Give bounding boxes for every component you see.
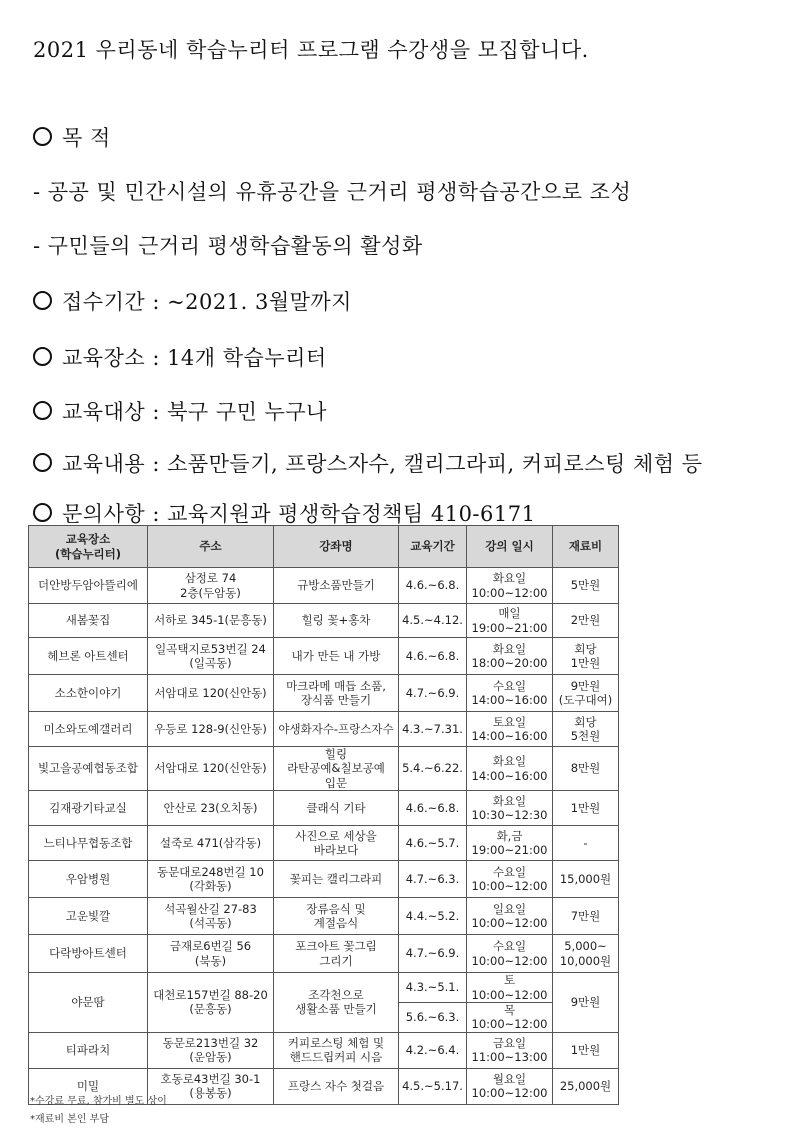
- footnote: *재료비 본인 부담: [30, 1114, 109, 1125]
- table-cell-period: 5.4.~6.22.: [399, 747, 467, 791]
- table-cell-course: 포크아트 꽃그림 그리기: [274, 935, 399, 973]
- table-cell-time: 수요일 14:00~16:00: [467, 675, 553, 712]
- table-cell-period: 4.2.~6.4.: [399, 1032, 467, 1068]
- table-cell-fee: 25,000원: [553, 1068, 619, 1104]
- table-row: [29, 935, 619, 973]
- table-cell-fee: 회당 5천원: [553, 712, 619, 747]
- table-body: [29, 568, 619, 1105]
- table-cell-period: 4.3.~7.31.: [399, 712, 467, 747]
- circle-bullet-icon: [33, 347, 52, 366]
- table-cell-course: 조각천으로 생활소품 만들기: [274, 973, 399, 1033]
- table-cell-time: 화요일 18:00~20:00: [467, 638, 553, 675]
- table-cell-fee: 1만원: [553, 791, 619, 826]
- table-row: [29, 675, 619, 712]
- circle-bullet-icon: [33, 453, 52, 472]
- table-cell-time: 매일 19:00~21:00: [467, 604, 553, 638]
- table-cell-place: 새봄꽃집: [29, 604, 148, 638]
- table-cell-period: 4.6.~6.8.: [399, 568, 467, 604]
- table-cell-address: 설죽로 471(삼각동): [148, 826, 274, 861]
- table-cell-address: 안산로 23(오치동): [148, 791, 274, 826]
- table-cell-address: 호동로43번길 30-1 (용봉동): [148, 1068, 274, 1104]
- table-cell-period: 4.6.~6.8.: [399, 791, 467, 826]
- table-cell-course: 장류음식 및 계절음식: [274, 898, 399, 935]
- info-line: [33, 286, 352, 316]
- column-header-fee: 재료비: [553, 526, 619, 568]
- table-cell-place: 더안방두암아뜰리에: [29, 568, 148, 604]
- table-cell-period: 4.3.~5.1.: [399, 973, 467, 1003]
- table-cell-fee: 8만원: [553, 747, 619, 791]
- purpose-heading: [33, 122, 111, 152]
- table-row: [29, 1032, 619, 1068]
- table-cell-address: 일곡택지로53번길 24 (일곡동): [148, 638, 274, 675]
- table-row: [29, 898, 619, 935]
- table-cell-period: 4.6.~6.8.: [399, 638, 467, 675]
- table-cell-course: 규방소품만들기: [274, 568, 399, 604]
- info-text: 교육대상 : 북구 구민 누구나: [62, 400, 327, 424]
- column-header-time: 강의 일시: [467, 526, 553, 568]
- table-cell-address: 삼정로 74 2층(두암동): [148, 568, 274, 604]
- table-cell-fee: 15,000원: [553, 861, 619, 898]
- table-cell-time: 월요일 10:00~12:00: [467, 1068, 553, 1104]
- table-cell-address: 서암대로 120(신안동): [148, 747, 274, 791]
- circle-bullet-icon: [33, 127, 52, 146]
- table-row: [29, 568, 619, 604]
- table-cell-address: 대천로157번길 88-20 (문흥동): [148, 973, 274, 1033]
- circle-bullet-icon: [33, 503, 52, 522]
- table-header-row: [29, 526, 619, 568]
- table-cell-time: 수요일 10:00~12:00: [467, 935, 553, 973]
- table-cell-period: 4.7.~6.9.: [399, 935, 467, 973]
- table-cell-time: 토 10:00~12:00: [467, 973, 553, 1003]
- info-line: [33, 448, 703, 478]
- info-text: 교육내용 : 소품만들기, 프랑스자수, 캘리그라피, 커피로스팅 체험 등: [62, 452, 703, 476]
- table-row: [29, 747, 619, 791]
- table-cell-time: 화요일 10:30~12:30: [467, 791, 553, 826]
- table-cell-course: 프랑스 자수 첫걸음: [274, 1068, 399, 1104]
- table-cell-place: 야문땀: [29, 973, 148, 1033]
- column-header-course: 강좌명: [274, 526, 399, 568]
- table-cell-address: 동문로213번길 32 (운암동): [148, 1032, 274, 1068]
- schedule-table-wrapper: [28, 525, 618, 1101]
- table-cell-fee: 1만원: [553, 1032, 619, 1068]
- table-cell-course: 힐링 라탄공예&칠보공예 입문: [274, 747, 399, 791]
- table-cell-course: 사진으로 세상을 바라보다: [274, 826, 399, 861]
- table-cell-fee: -: [553, 826, 619, 861]
- table-row: [29, 712, 619, 747]
- table-cell-course: 힐링 꽃+홍차: [274, 604, 399, 638]
- table-cell-place: 빛고을공예협동조합: [29, 747, 148, 791]
- table-row: [29, 973, 619, 1003]
- table-cell-period: 4.6.~5.7.: [399, 826, 467, 861]
- table-cell-period: 4.5.~5.17.: [399, 1068, 467, 1104]
- schedule-table: [28, 525, 619, 1105]
- table-cell-place: 미밀: [29, 1068, 148, 1104]
- table-cell-period: 4.7.~6.9.: [399, 675, 467, 712]
- table-cell-course: 꽃피는 캘리그라피: [274, 861, 399, 898]
- table-cell-time: 금요일 11:00~13:00: [467, 1032, 553, 1068]
- circle-bullet-icon: [33, 401, 52, 420]
- table-cell-period: 4.7.~6.3.: [399, 861, 467, 898]
- table-cell-address: 석곡월산길 27-83 (석곡동): [148, 898, 274, 935]
- table-cell-course: 클래식 기타: [274, 791, 399, 826]
- info-text: 접수기간 : ~2021. 3월말까지: [62, 290, 352, 314]
- purpose-label: 목 적: [62, 126, 111, 150]
- info-text: 교육장소 : 14개 학습누리터: [62, 346, 327, 370]
- table-cell-place: 헤브론 아트센터: [29, 638, 148, 675]
- table-cell-period: 4.4.~5.2.: [399, 898, 467, 935]
- info-text: 문의사항 : 교육지원과 평생학습정책팀 410-6171: [62, 502, 536, 526]
- table-row: [29, 638, 619, 675]
- table-cell-time: 목 10:00~12:00: [467, 1002, 553, 1032]
- table-cell-place: 느티나무협동조합: [29, 826, 148, 861]
- page-title: 2021 우리동네 학습누리터 프로그램 수강생을 모집합니다.: [33, 38, 589, 62]
- column-header-place: 교육장소 (학습누리터): [29, 526, 148, 568]
- table-cell-fee: 5만원: [553, 568, 619, 604]
- table-cell-address: 동문대로248번길 10 (각화동): [148, 861, 274, 898]
- table-row: [29, 604, 619, 638]
- table-cell-course: 마크라메 매듭 소품, 장식품 만들기: [274, 675, 399, 712]
- column-header-address: 주소: [148, 526, 274, 568]
- table-cell-period: 5.6.~6.3.: [399, 1002, 467, 1032]
- table-cell-address: 우등로 128-9(신안동): [148, 712, 274, 747]
- circle-bullet-icon: [33, 291, 52, 310]
- purpose-item: - 구민들의 근거리 평생학습활동의 활성화: [33, 234, 423, 258]
- table-cell-course: 커피로스팅 체험 및 핸드드립커피 시음: [274, 1032, 399, 1068]
- table-cell-time: 화요일 10:00~12:00: [467, 568, 553, 604]
- table-cell-time: 화요일 14:00~16:00: [467, 747, 553, 791]
- table-cell-fee: 7만원: [553, 898, 619, 935]
- table-cell-place: 우암병원: [29, 861, 148, 898]
- info-line: [33, 498, 535, 528]
- table-cell-time: 화,금 19:00~21:00: [467, 826, 553, 861]
- table-cell-fee: 2만원: [553, 604, 619, 638]
- table-cell-place: 고운빛깔: [29, 898, 148, 935]
- column-header-period: 교육기간: [399, 526, 467, 568]
- table-row: [29, 861, 619, 898]
- footnote: *수강료 무료, 참가비 별도 상이: [30, 1096, 167, 1107]
- table-cell-address: 서암대로 120(신안동): [148, 675, 274, 712]
- table-row: [29, 791, 619, 826]
- table-cell-place: 소소한이야기: [29, 675, 148, 712]
- table-cell-place: 미소와도예갤러리: [29, 712, 148, 747]
- table-cell-course: 내가 만든 내 가방: [274, 638, 399, 675]
- table-cell-fee: 9만원: [553, 973, 619, 1033]
- table-cell-place: 다락방아트센터: [29, 935, 148, 973]
- table-cell-time: 수요일 10:00~12:00: [467, 861, 553, 898]
- info-line: [33, 342, 327, 372]
- table-cell-fee: 9만원 (도구대여): [553, 675, 619, 712]
- table-cell-time: 토요일 14:00~16:00: [467, 712, 553, 747]
- table-cell-period: 4.5.~4.12.: [399, 604, 467, 638]
- table-cell-place: 김재광기타교실: [29, 791, 148, 826]
- table-cell-fee: 회당 1만원: [553, 638, 619, 675]
- table-cell-address: 서하로 345-1(문흥동): [148, 604, 274, 638]
- table-row: [29, 826, 619, 861]
- info-line: [33, 396, 327, 426]
- table-cell-course: 야생화자수-프랑스자수: [274, 712, 399, 747]
- table-cell-address: 금재로6번길 56 (북동): [148, 935, 274, 973]
- table-cell-time: 일요일 10:00~12:00: [467, 898, 553, 935]
- table-cell-fee: 5,000~ 10,000원: [553, 935, 619, 973]
- purpose-item: - 공공 및 민간시설의 유휴공간을 근거리 평생학습공간으로 조성: [33, 180, 632, 204]
- table-cell-place: 티파라치: [29, 1032, 148, 1068]
